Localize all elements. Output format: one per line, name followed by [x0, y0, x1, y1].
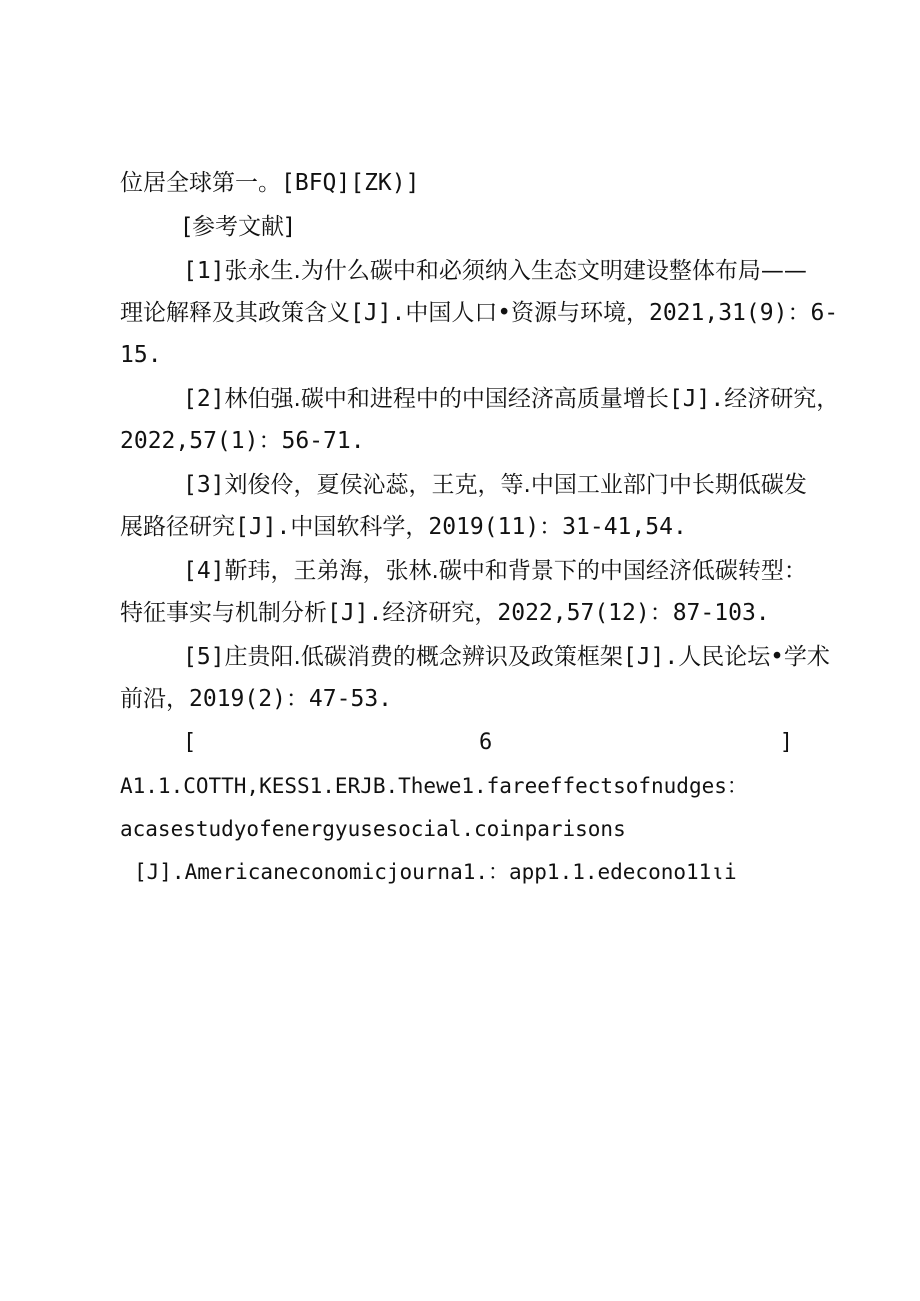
reference-source: 中国人口•资源与环境，: [405, 300, 649, 326]
reference-type: [J].: [668, 386, 725, 412]
reference-text: 靳玮，王弟海，张林.碳中和背景下的中国经济低碳转型：: [224, 558, 807, 584]
reference-type: [J].: [235, 514, 291, 540]
reference-1-line-1: [183, 256, 807, 286]
reference-text: A1.1.COTTH,KESS1.ERJB.Thewe1.fareeffectsofnudges：: [120, 774, 748, 798]
reference-source: 经济研究，: [724, 386, 840, 412]
reference-text: 展路径研究: [120, 514, 235, 540]
reference-2-line-2: [120, 426, 365, 456]
english-reference-line-1: [120, 771, 748, 801]
reference-2-line-1: [183, 384, 839, 414]
reference-type: [J].: [327, 600, 383, 626]
reference-text: 特征事实与机制分析: [120, 600, 327, 626]
reference-4-line-2: [120, 598, 770, 628]
markup-code: [BFQ][ZK)]: [281, 170, 420, 196]
close-bracket: ]: [779, 730, 793, 755]
reference-source: 人民论坛•学术: [678, 644, 830, 670]
reference-source: 经济研究，: [382, 600, 498, 626]
reference-text: 林伯强.碳中和进程中的中国经济高质量增长: [224, 386, 669, 412]
reference-text: 理论解释及其政策含义: [120, 300, 350, 326]
english-reference-line-3: [134, 857, 737, 887]
reference-5-line-1: [183, 642, 830, 672]
reference-source: 前沿，: [120, 686, 189, 712]
english-reference-line-2: [120, 814, 626, 844]
reference-1-line-3: [120, 340, 162, 370]
reference-3-line-2: [120, 512, 687, 542]
reference-pages: 2022,57(12)：87-103.: [497, 600, 770, 626]
reference-pages: 2022,57(1)：56-71.: [120, 428, 365, 454]
reference-type: [J].: [622, 644, 679, 670]
reference-pages: 2019(11)：31-41,54.: [428, 514, 687, 540]
reference-pages: 2019(2)：47-53.: [189, 686, 393, 712]
reference-number: [5]: [183, 644, 225, 670]
reference-4-line-1: [183, 556, 807, 586]
reference-text: 庄贵阳.低碳消费的概念辨识及政策框架: [224, 644, 623, 670]
reference-text: acasestudyofenergyusesocial.coinparisons: [120, 817, 626, 841]
reference-pages: 15.: [120, 342, 162, 368]
text-line: [120, 168, 419, 198]
reference-text: 张永生.为什么碳中和必须纳入生态文明建设整体布局——: [224, 258, 807, 284]
reference-text: [J].Americaneconomicjourna1.：app1.1.edecono11ιi: [134, 860, 737, 884]
reference-number: [1]: [183, 258, 225, 284]
reference-5-line-2: [120, 684, 392, 714]
reference-pages: 2021,31(9)：6-: [648, 300, 839, 326]
reference-6-bracket-row: [183, 728, 793, 758]
open-bracket: [: [183, 730, 197, 755]
reference-source: 中国软科学，: [290, 514, 429, 540]
references-heading-text: [参考文献]: [183, 214, 293, 240]
reference-number: 6: [479, 730, 493, 755]
reference-1-line-2: [120, 298, 838, 328]
reference-number: [3]: [183, 472, 225, 498]
reference-text: 刘俊伶，夏侯沁蕊，王克，等.中国工业部门中长期低碳发: [224, 472, 807, 498]
reference-number: [4]: [183, 558, 225, 584]
reference-type: [J].: [350, 300, 406, 326]
reference-3-line-1: [183, 470, 807, 500]
reference-number: [2]: [183, 386, 225, 412]
references-heading: [183, 212, 293, 242]
text-fragment: 位居全球第一。: [120, 170, 281, 196]
